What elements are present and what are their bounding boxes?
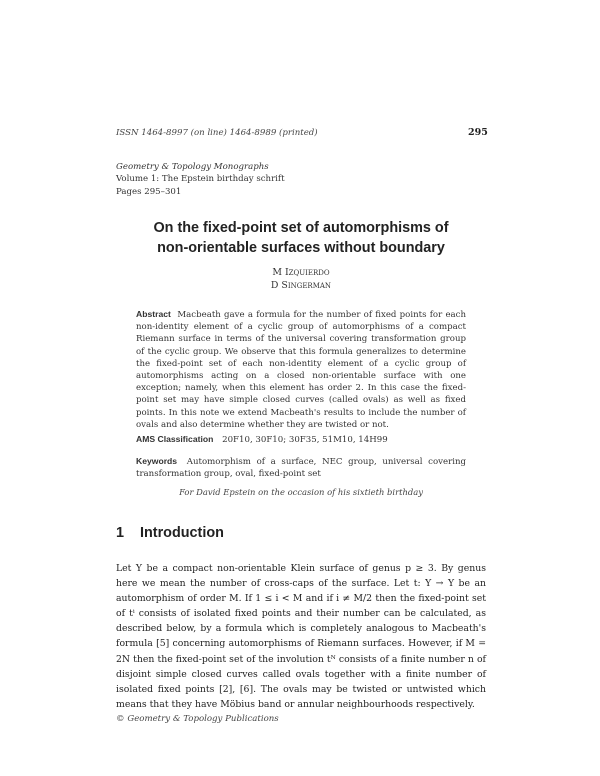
series-title: Geometry & Topology Monographs [116, 162, 269, 172]
ams-label: AMS Classification [136, 434, 214, 444]
ams-classification [136, 433, 466, 446]
author-name: D Singerman [270, 280, 332, 291]
series-info [116, 161, 416, 198]
section-title: Introduction [140, 525, 224, 541]
section-number: 1 [116, 525, 125, 541]
publisher-footer: © Geometry & Topology Publications [116, 714, 279, 724]
series-pages: Pages 295–301 [116, 186, 182, 197]
paper-title-line-1: On the fixed-point set of automorphisms of [153, 220, 449, 236]
author-list [116, 266, 486, 292]
keywords-value: Automorphism of a surface, NEC group, universal covering transformation group, oval, fixed-point set [136, 457, 467, 480]
ams-value: 20F10, 30F10; 30F35, 51M10, 14H99 [222, 435, 388, 445]
series-volume: Volume 1: The Epstein birthday schrift [116, 174, 285, 185]
keywords-label: Keywords [136, 456, 178, 466]
section-heading [116, 525, 486, 541]
author-name: M Izquierdo [272, 267, 330, 278]
paper-title-line-2: non-orientable surfaces without boundary [157, 240, 445, 256]
body-paragraph: Let Y be a compact non-orientable Klein surface of genus p ≥ 3. By genus here we mean the number of cross-caps of the surface. Let t: Y → Y be an automorphism of order M. If 1 ≤ i < M and if i ≠ M/2 then the fixed-point set of tⁱ consists of isolated fixed points and their number can be calculated, as described below, by a formula which is completely analogous to Macbeath's formula [5] concerning automorphisms of Riemann surfaces. However, if M = 2N then the fixed-point set of the involution tᴺ consists of a finite number n of disjoint simple closed curves called ovals together with a finite number of isolated fixed points [2], [6]. The ovals may be twisted or untwisted which means that they have Möbius band or annular neighbourhoods respectively. [116, 563, 486, 710]
journal-issn: ISSN 1464-8997 (on line) 1464-8989 (printed) [116, 128, 318, 138]
dedication: For David Epstein on the occasion of his sixtieth birthday [179, 487, 423, 497]
paper-title [116, 218, 486, 258]
keywords [136, 455, 466, 480]
abstract-text: Macbeath gave a formula for the number of fixed points for each non-identity element of a cyclic group of automorphisms of a compact Riemann surface in terms of the universal covering transformation group of the cyclic group. We observe that this formula generalizes to determine the fixed-point set of each non-identity element of a cyclic group of automorphisms acting on a closed non-orientable surface with one exception; namely, when this element has order 2. In this case the fixed-point set may have simple closed curves (called ovals) as well as fixed points. In this note we extend Macbeath's results to include the number of ovals and also determine whether they are twisted or not. [136, 310, 466, 430]
abstract-label: Abstract [136, 309, 171, 319]
page-number: 295 [468, 127, 488, 138]
abstract [136, 308, 466, 431]
